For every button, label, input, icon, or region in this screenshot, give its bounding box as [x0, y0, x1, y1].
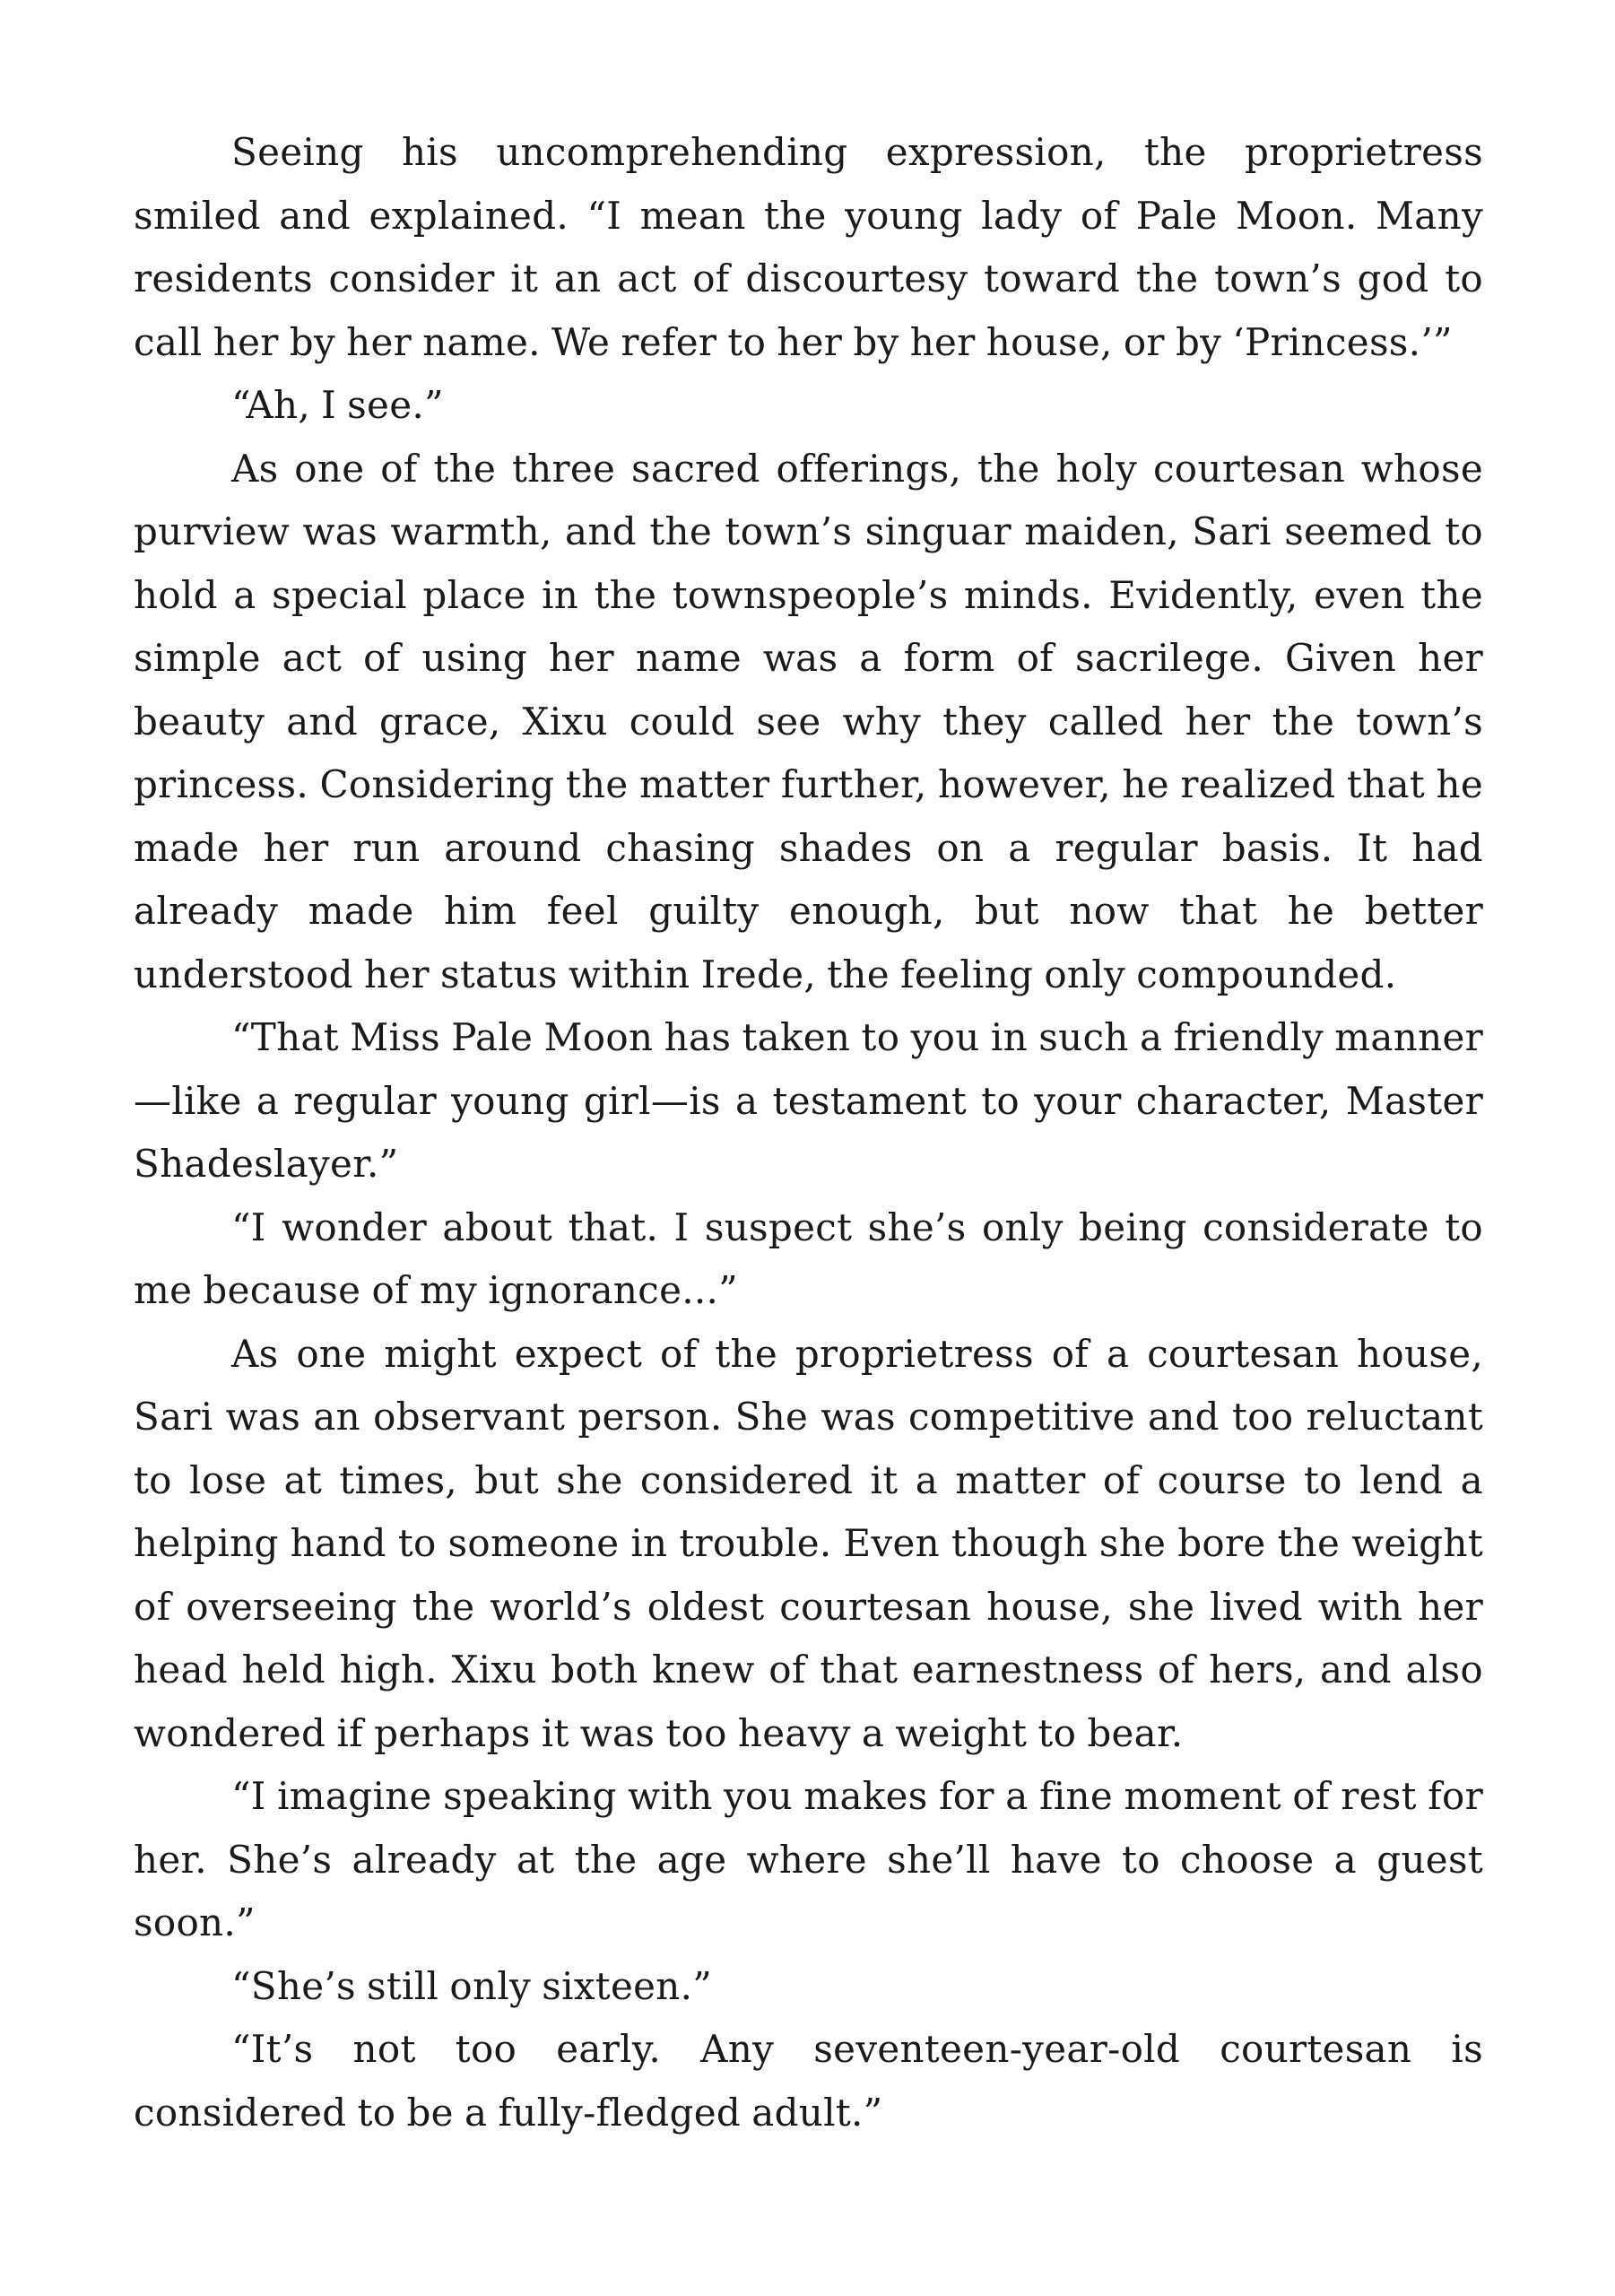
- paragraph-proprietress-explains: Seeing his uncomprehending expression, the proprietress smiled and explained. “I mean the young lady of Pale Moon. Many residents consider it an act of discourtesy toward the town’s god to call her by her name. We refer to her by her house, or by ‘Princess.’”: [134, 130, 1483, 364]
- paragraph-only-sixteen: “She’s still only sixteen.”: [231, 1963, 713, 2008]
- paragraph-i-wonder: “I wonder about that. I suspect she’s only being considerate to me because of my ignorance...”: [134, 1205, 1483, 1312]
- paragraph-ah-i-see: “Ah, I see.”: [231, 383, 444, 427]
- paragraph-miss-pale-moon: “That Miss Pale Moon has taken to you in such a friendly manner—like a regular young girl—is a testament to your character, Master Shadeslayer.”: [134, 1015, 1483, 1186]
- paragraph-observant-person: As one might expect of the proprietress of a courtesan house, Sari was an observant person. She was competitive and too reluctant to lose at times, but she considered it a matter of course to lend a helping hand to someone in trouble. Even though she bore the weight of overseeing the world’s oldest courtesan house, she lived with her head held high. Xixu both knew of that earnestness of hers, and also wondered if perhaps it was too heavy a weight to bear.: [134, 1331, 1483, 1755]
- book-page: [134, 121, 1483, 2211]
- paragraph-sacred-offerings: As one of the three sacred offerings, the holy courtesan whose purview was warmth, and the town’s singuar maiden, Sari seemed to hold a special place in the townspeople’s minds. Evidently, even the simple act of using her name was a form of sacrilege. Given her beauty and grace, Xixu could see why they called her the town’s princess. Considering the matter further, however, he realized that he made her run around chasing shades on a regular basis. It had already made him feel guilty enough, but now that he better understood her status within Irede, the feeling only compounded.: [134, 446, 1483, 996]
- paragraph-not-too-early: “It’s not too early. Any seventeen-year-old courtesan is considered to be a fully-fledged adult.”: [134, 2027, 1483, 2135]
- paragraph-moment-of-rest: “I imagine speaking with you makes for a fine moment of rest for her. She’s already at the age where she’ll have to choose a guest soon.”: [134, 1774, 1483, 1944]
